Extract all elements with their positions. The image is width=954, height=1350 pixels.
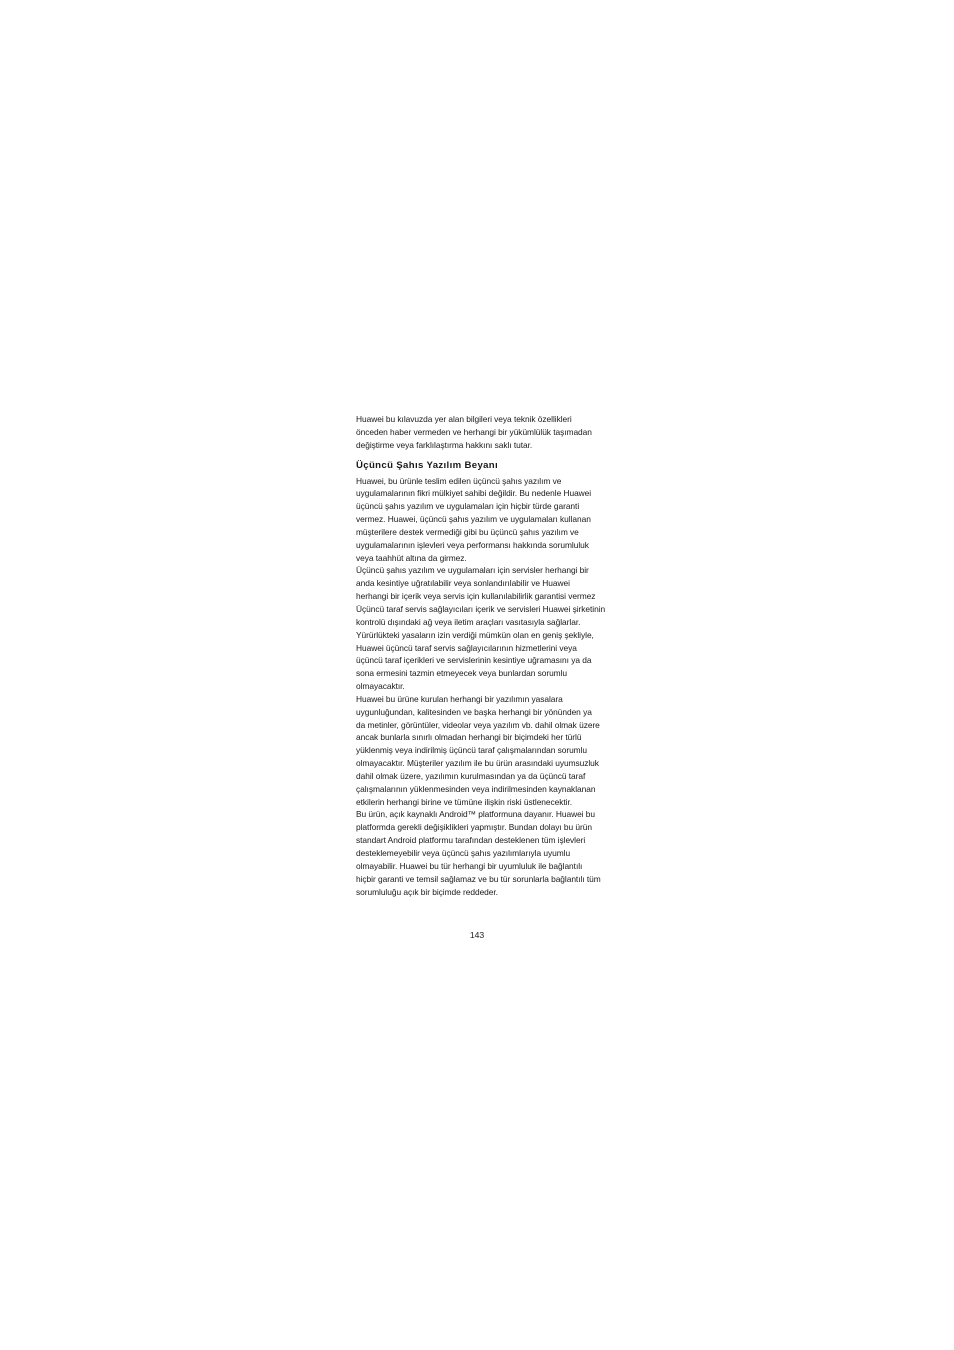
body-line: olmayacaktır. Müşteriler yazılım ile bu ürün arasındaki uyumsuzluk [356, 758, 599, 769]
body-line: platformda gerekli değişiklikleri yapmıştır. Bundan dolayı bu ürün [356, 822, 592, 833]
body-line: sona ermesini tazmin etmeyecek veya bunlardan sorumlu [356, 668, 568, 679]
body-line: Huawei üçüncü taraf servis sağlayıcılarının hizmetlerini veya [356, 642, 577, 653]
body-line: hiçbir garanti ve temsil sağlamaz ve bu tür sorunlarla bağlantılı tüm [356, 873, 601, 884]
body-line: kontrolü dışındaki ağ veya iletim araçları vasıtasıyla sağlarlar. [356, 616, 581, 627]
body-line: Huawei, bu ürünle teslim edilen üçüncü şahıs yazılım ve [356, 475, 562, 486]
body-line: Yürürlükteki yasaların izin verdiği mümkün olan en geniş şekliyle, [356, 629, 594, 640]
body-line: desteklemeyebilir veya üçüncü şahıs yazılımlarıyla uyumlu [356, 848, 571, 858]
body-line: anda kesintiye uğratılabilir veya sonlandırılabilir ve Huawei [356, 578, 570, 589]
body-line: Üçüncü taraf servis sağlayıcıları içerik ve servisleri Huawei şirketinin [356, 603, 606, 614]
body-line: sorumluluğu açık bir biçimde reddeder. [356, 886, 498, 897]
body-line: olmayacaktır. [356, 681, 405, 692]
section-body [356, 475, 608, 899]
section-heading: Üçüncü Şahıs Yazılım Beyanı [356, 459, 499, 471]
body-line: müşterilere destek vermediği gibi bu üçüncü şahıs yazılım ve [356, 526, 579, 537]
body-line: olmayabilir. Huawei bu tür herhangi bir uyumluluk ile bağlantılı [356, 860, 583, 871]
body-line: Üçüncü şahıs yazılım ve uygulamaları için servisler herhangi bir [356, 565, 589, 576]
body-line: Bu ürün, açık kaynaklı Android™ platformuna dayanır. Huawei bu [356, 809, 595, 820]
body-line: vermez. Huawei, üçüncü şahıs yazılım ve uygulamaları kullanan [356, 514, 591, 525]
page-content [356, 413, 608, 898]
body-line: üçüncü şahıs yazılım ve uygulamaları için hiçbir türde garanti [356, 501, 580, 512]
body-line: uygulamalarının fikri mülkiyet sahibi değildir. Bu nedenle Huawei [356, 488, 592, 499]
body-line: herhangi bir içerik veya servis için kullanılabilirlik garantisi vermez [356, 591, 596, 602]
body-line: uygulamalarının işlevleri veya performansı hakkında sorumluluk [356, 539, 589, 550]
body-line: dahil olmak üzere, yazılımın kurulmasından ya da üçüncü taraf [356, 770, 586, 781]
body-line: veya taahhüt altına da girmez. [356, 552, 467, 563]
body-line: standart Android platformu tarafından desteklenen tüm işlevleri [356, 835, 586, 846]
page-number: 143 [469, 930, 485, 940]
body-line: Huawei bu ürüne kurulan herhangi bir yazılımın yasalara [356, 693, 563, 704]
intro-paragraph [356, 413, 608, 452]
intro-line: Huawei bu kılavuzda yer alan bilgileri veya teknik özellikleri [356, 414, 572, 424]
body-line: çalışmalarının yüklenmesinden veya indirilmesinden kaynaklanan [356, 783, 596, 794]
intro-line: önceden haber vermeden ve herhangi bir yükümlülük taşımadan [356, 426, 592, 437]
body-line: uygunluğundan, kalitesinden ve başka herhangi bir yönünden ya [356, 706, 592, 717]
body-line: da metinler, görüntüler, videolar veya yazılım vb. dahil olmak üzere [356, 719, 600, 730]
intro-line: değiştirme veya farklılaştırma hakkını saklı tutar. [356, 439, 533, 450]
body-line: yüklenmiş veya indirilmiş üçüncü taraf çalışmalarından sorumlu [356, 745, 588, 756]
body-line: etkilerin herhangi birine ve tümüne ilişkin riski üstlenecektir. [356, 796, 573, 807]
body-line: üçüncü taraf içerikleri ve servislerinin kesintiye uğramasını ya da [356, 655, 592, 666]
body-line: ancak bunlarla sınırlı olmadan herhangi bir biçimdeki her türlü [356, 732, 582, 743]
